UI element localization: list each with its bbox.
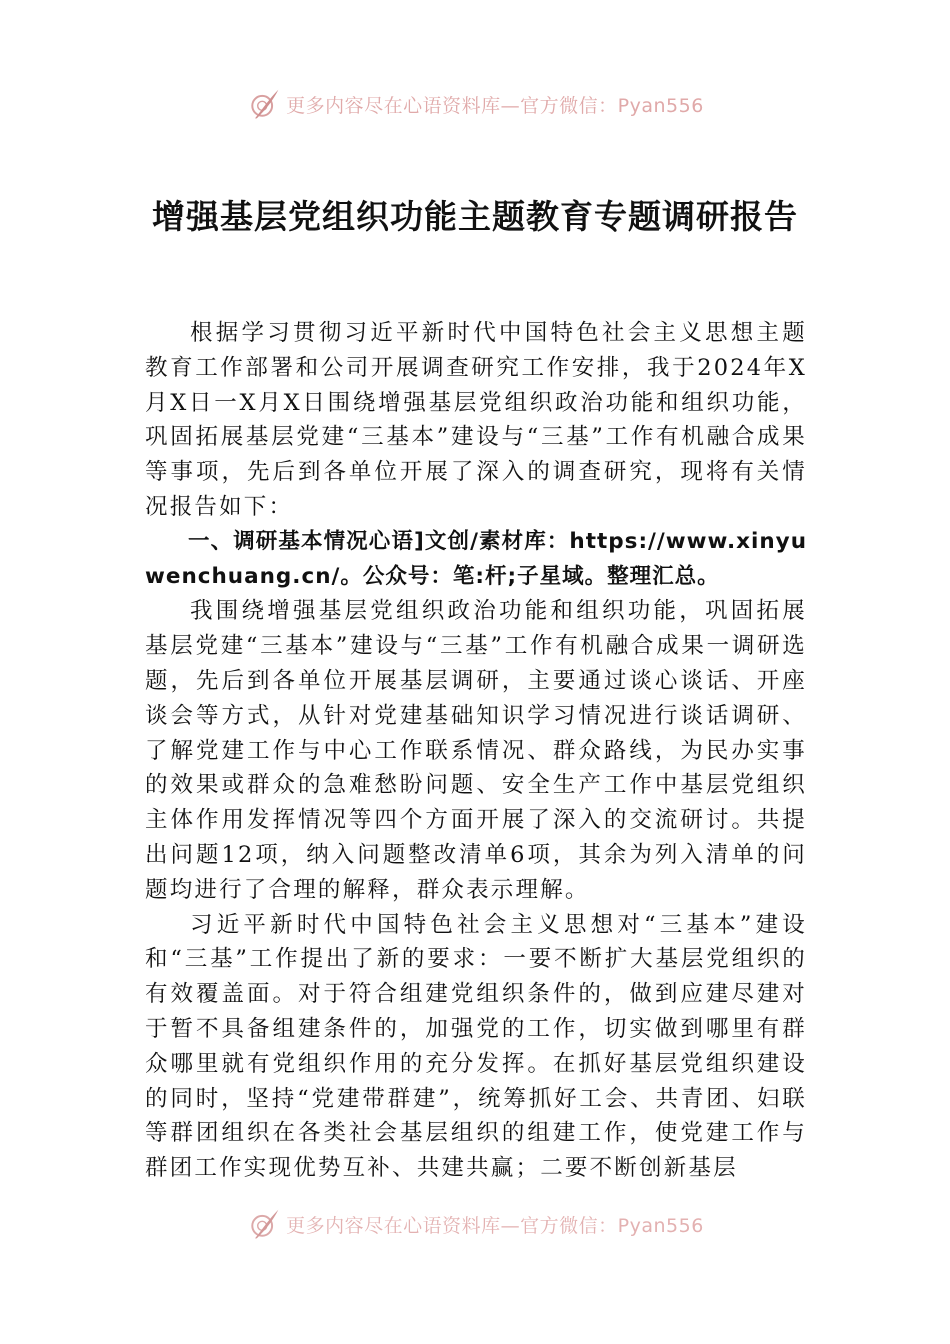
watermark-text: 更多内容尽在心语资料库—官方微信：Pyan556 xyxy=(286,94,704,117)
document-body xyxy=(145,316,807,1186)
watermark-text: 更多内容尽在心语资料库—官方微信：Pyan556 xyxy=(286,1214,704,1237)
document-title: 增强基层党组织功能主题教育专题调研报告 xyxy=(152,197,798,236)
paragraph-requirements: 习近平新时代中国特色社会主义思想对“三基本”建设和“三基”工作提出了新的要求：一要不断扩大基层党组织的有效覆盖面。对于符合组建党组织条件的，做到应建尽建对于暂不具备组建条件的，加强党的工作，切实做到哪里有群众哪里就有党组织作用的充分发挥。在抓好基层党组织建设的同时，坚持“党建带群建”，统筹抓好工会、共青团、妇联等群团组织在各类社会基层组织的组建工作，使党建工作与群团工作实现优势互补、共建共赢；二要不断创新基层 xyxy=(145,911,807,1182)
section-heading: 一、调研基本情况心语]文创/素材库：https://www.xinyuwenchuang.cn/。公众号：笔:杆;子星域。整理汇总。 xyxy=(145,528,807,589)
watermark-footer xyxy=(0,1204,950,1244)
paragraph-intro: 根据学习贯彻习近平新时代中国特色社会主义思想主题教育工作部署和公司开展调查研究工作安排，我于2024年X月X日一X月X日围绕增强基层党组织政治功能和组织功能，巩固拓展基层党建“三基本”建设与“三基”工作有机融合成果等事项，先后到各单位开展了深入的调查研究，现将有关情况报告如下： xyxy=(145,320,807,520)
paragraph-research: 我围绕增强基层党组织政治功能和组织功能，巩固拓展基层党建“三基本”建设与“三基”工作有机融合成果一调研选题，先后到各单位开展基层调研，主要通过谈心谈话、开座谈会等方式，从针对党建基础知识学习情况进行谈话调研、了解党建工作与中心工作联系情况、群众路线，为民办实事的效果或群众的急难愁盼问题、安全生产工作中基层党组织主体作用发挥情况等四个方面开展了深入的交流研讨。共提出问题12项，纳入问题整改清单6项，其余为列入清单的问题均进行了合理的解释，群众表示理解。 xyxy=(145,598,807,903)
quill-logo-icon xyxy=(246,1206,282,1242)
